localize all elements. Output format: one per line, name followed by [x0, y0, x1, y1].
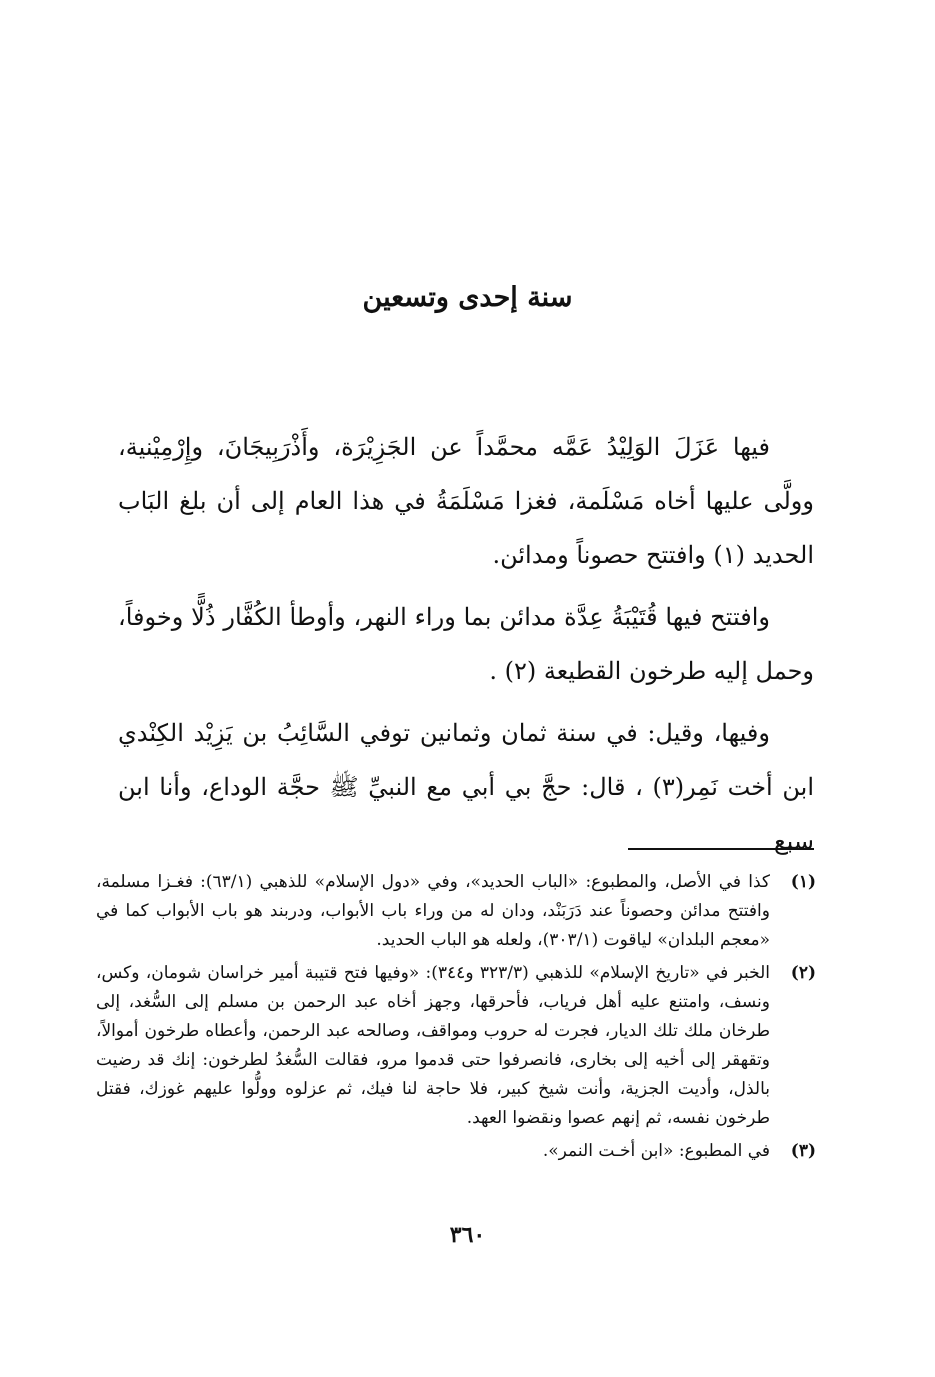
footnote-number: (٣): [790, 1141, 816, 1161]
chapter-heading: سنة إحدى وتسعين: [362, 282, 573, 313]
footnote-text: الخبر في «تاريخ الإسلام» للذهبي (٣٢٣/٣ و٣٤٤): «وفيها فتح قتيبة أمير خراسان شومان، وكس، ونسف، وامتنع عليه أهل فرياب، فأحرقها، وجهز أخاه عبد الرحمن بن مسلم إلى السُّغد، إلى طرخان ملك تلك الديار، فجرت له حروب ومواقف، وصالحه عبد الرحمن، وأعطاه طرخون أموالاً، وتقهقر إلى أخيه إلى بخارى، فانصرفوا حتى قدموا مرو، فقالت السُّغدُ لطرخون: إنك قد رضيت بالذل، وأديت الجزية، وأنت شيخ كبير، فلا حاجة لنا فيك، ثم عزلوه وولُّوا عليهم غوزك، فقتل طرخون نفسه، ثم إنهم عصوا ونقضوا العهد.: [96, 963, 770, 1128]
footnote-1: [96, 868, 816, 955]
footnote-divider: [628, 848, 814, 850]
footnote-number: (١): [790, 872, 816, 892]
paragraph-2: وافتتح فيها قُتَيْبَةُ عِدَّة مدائن بما وراء النهر، وأوطأ الكُفَّار ذُلًّا وخوفاً، وحمل إليه طرخون القطيعة (٢) .: [118, 603, 814, 685]
footnote-3: [96, 1137, 816, 1166]
page-number: ٣٦٠: [449, 1222, 486, 1248]
footnote-2: [96, 959, 816, 1133]
paragraph-3: وفيها، وقيل: في سنة ثمان وثمانين توفي السَّائِبُ بن يَزِيْد الكِنْدي ابن أخت نَمِر(٣) ، قال: حجَّ بي أبي مع النبيِّ ﷺ حجَّة الوداع، وأنا ابن سبع: [118, 719, 815, 855]
footnote-number: (٢): [790, 963, 816, 983]
main-text: [118, 420, 814, 876]
footnote-text: في المطبوع: «ابن أخـت النمر».: [542, 1141, 770, 1161]
paragraph-1: فيها عَزَلَ الوَلِيْدُ عَمَّه محمَّداً عن الجَزِيْرَة، وأَذْرَبِيجَانَ، وإِرْمِيْنية، وولَّى عليها أخاه مَسْلَمة، فغزا مَسْلَمَةُ في هذا العام إلى أن بلغ البَاب الحديد (١) وافتتح حصوناً ومدائن.: [118, 433, 814, 569]
footnotes: [96, 868, 816, 1170]
footnote-text: كذا في الأصل، والمطبوع: «الباب الحديد»، وفي «دول الإسلام» للذهبي (٦٣/١): فغـزا مسلمة، وافتتح مدائن وحصوناً عند دَرَبَنْد، ودان له من وراء باب الأبواب، ودربند هو باب الأبواب كما في «معجم البلدان» لياقوت (٣٠٣/١)، ولعله هو الباب الحديد.: [96, 872, 770, 950]
